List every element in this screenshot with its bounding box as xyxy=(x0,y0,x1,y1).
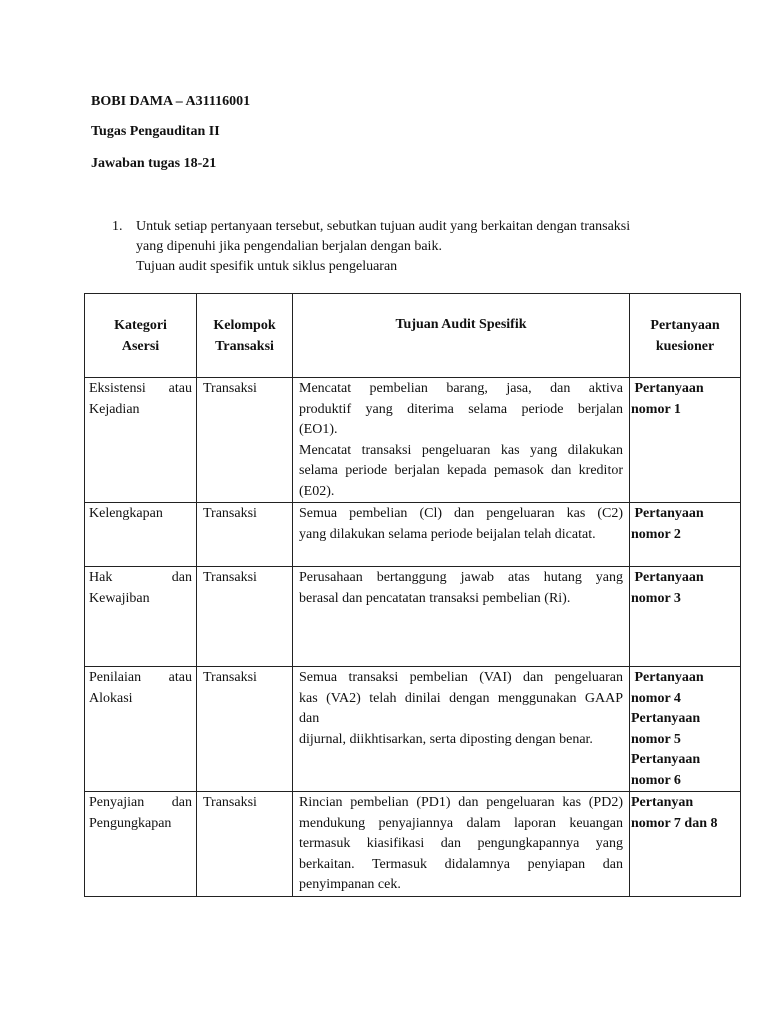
question-line: Untuk setiap pertanyaan tersebut, sebutkan tujuan audit yang berkaitan dengan transaksi xyxy=(136,219,631,234)
document-subtitle: Jawaban tugas 18-21 xyxy=(91,156,217,171)
cell-category: Eksistensi atau Kejadian xyxy=(85,378,197,503)
question-line: Tujuan audit spesifik untuk siklus pengeluaran xyxy=(136,259,398,274)
cell-category: Hak dan Kewajiban xyxy=(85,567,197,667)
cell-group: Transaksi xyxy=(197,378,293,503)
document-author: BOBI DAMA – A31116001 xyxy=(91,94,251,109)
cell-questionnaire: Pertanyan nomor 7 dan 8 xyxy=(630,792,741,897)
header-category: Kategori Asersi xyxy=(85,294,197,378)
table-row xyxy=(85,503,741,567)
cell-objective: Rincian pembelian (PD1) dan pengeluaran kas (PD2) mendukung penyajiannya dalam laporan keuangan termasuk kiasifikasi dan pengungkapannya yang berkaitan. Termasuk didalamnya penyiapan dan penyimpanan cek. xyxy=(293,792,630,897)
cell-objective: Semua pembelian (Cl) dan pengeluaran kas (C2) yang dilakukan selama periode beijalan telah dicatat. xyxy=(293,503,630,567)
table-row xyxy=(85,792,741,897)
cell-group: Transaksi xyxy=(197,567,293,667)
question-line: yang dipenuhi jika pengendalian berjalan dengan baik. xyxy=(136,239,442,254)
cell-category: Kelengkapan xyxy=(85,503,197,567)
cell-objective: Semua transaksi pembelian (VAI) dan pengeluaran kas (VA2) telah dinilai dengan menggunakan GAAP dan dijurnal, diikhtisarkan, serta diposting dengan benar. xyxy=(293,667,630,792)
cell-questionnaire: Pertanyaan nomor 4 Pertanyaan nomor 5 Pertanyaan nomor 6 xyxy=(630,667,741,792)
table-header-row xyxy=(85,294,741,378)
audit-objectives-table xyxy=(84,293,741,897)
cell-group: Transaksi xyxy=(197,503,293,567)
cell-group: Transaksi xyxy=(197,792,293,897)
header-objective: Tujuan Audit Spesifik xyxy=(293,294,630,378)
table-row xyxy=(85,667,741,792)
cell-objective: Perusahaan bertanggung jawab atas hutang yang berasal dan pencatatan transaksi pembelian (Ri). xyxy=(293,567,630,667)
header-questionnaire: Pertanyaan kuesioner xyxy=(630,294,741,378)
cell-objective: Mencatat pembelian barang, jasa, dan aktiva produktif yang diterima selama periode berjalan (EO1). Mencatat transaksi pengeluaran kas yang dilakukan selama periode berjalan kepada pemasok dan kreditor (E02). xyxy=(293,378,630,503)
cell-questionnaire: Pertanyaan nomor 2 xyxy=(630,503,741,567)
table-row xyxy=(85,567,741,667)
cell-questionnaire: Pertanyaan nomor 1 xyxy=(630,378,741,503)
cell-category: Penyajian dan Pengungkapan xyxy=(85,792,197,897)
question-number: 1. xyxy=(112,219,123,234)
question-text xyxy=(136,217,696,277)
table-row xyxy=(85,378,741,503)
document-course: Tugas Pengauditan II xyxy=(91,124,220,139)
cell-category: Penilaian atau Alokasi xyxy=(85,667,197,792)
header-group: Kelompok Transaksi xyxy=(197,294,293,378)
cell-group: Transaksi xyxy=(197,667,293,792)
cell-questionnaire: Pertanyaan nomor 3 xyxy=(630,567,741,667)
